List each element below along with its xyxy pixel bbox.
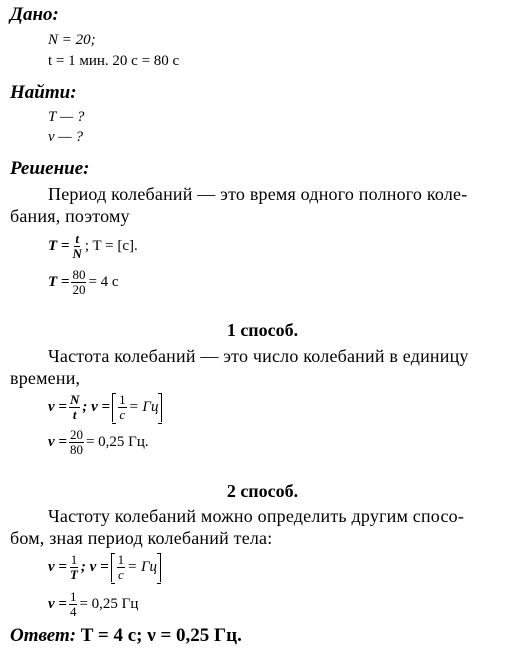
eq-rest: = 0,25 Гц — [79, 596, 139, 612]
given-line-2: t = 1 мин. 20 с = 80 с — [48, 53, 180, 69]
answer-text: T = 4 с; ν = 0,25 Гц. — [80, 625, 242, 646]
solution-heading: Решение: — [10, 158, 90, 179]
fraction-denominator: 4 — [69, 604, 77, 619]
fraction — [71, 232, 82, 261]
method1-eq-1 — [48, 393, 164, 422]
fraction-denominator: c — [117, 567, 124, 582]
eq-rest: = 4 с — [88, 274, 119, 290]
units-bracket — [111, 553, 161, 582]
eq-lhs: ν = — [48, 399, 67, 415]
method1-para-line-2: времени, — [10, 368, 81, 388]
eq-rest: ; T = [c]. — [84, 238, 138, 254]
fraction — [118, 393, 127, 422]
units-rest: = Гц — [127, 559, 158, 575]
solution-para-line-1: Период колебаний — это время одного полного коле- — [48, 184, 468, 204]
eq-lhs: ν = — [48, 559, 67, 575]
method2-para-line-1: Частоту колебаний можно определить другим спосо- — [48, 506, 465, 526]
method2-eq-2 — [48, 590, 138, 619]
units-rest: = Гц — [128, 399, 159, 415]
given-line-1: N = 20; — [48, 32, 96, 48]
fraction-denominator: 20 — [72, 282, 86, 297]
fraction-numerator: t — [75, 231, 79, 246]
eq-mid: ; ν = — [80, 559, 109, 575]
fraction-denominator: 80 — [69, 442, 83, 457]
answer-line — [10, 625, 242, 647]
fraction — [69, 393, 80, 422]
method1-heading: 1 способ. — [226, 320, 299, 340]
fraction-denominator: t — [72, 407, 77, 422]
method2-eq-1 — [48, 553, 163, 582]
eq-mid: ; ν = — [82, 399, 111, 415]
eq-lhs: ν = — [48, 596, 67, 612]
method1-para-line-1: Частота колебаний — это число колебаний в единицу — [48, 346, 469, 366]
fraction-numerator: 80 — [72, 267, 86, 282]
solution-para-line-2: бания, поэтому — [10, 206, 130, 226]
fraction-numerator: 20 — [69, 427, 83, 442]
method2-heading: 2 способ. — [226, 481, 299, 501]
fraction-denominator: N — [72, 246, 82, 261]
eq-lhs: T = — [48, 238, 70, 254]
solution-eq-1 — [48, 232, 138, 261]
fraction-numerator: N — [69, 392, 80, 407]
solution-eq-2 — [48, 268, 119, 297]
fraction-numerator: 1 — [119, 392, 126, 407]
find-line-1: T — ? — [48, 109, 85, 125]
fraction-denominator: T — [69, 567, 78, 582]
method1-eq-2 — [48, 428, 149, 457]
eq-lhs: ν = — [48, 434, 67, 450]
answer-label: Ответ: — [10, 625, 77, 646]
fraction-numerator: 1 — [69, 589, 77, 604]
eq-rest: = 0,25 Гц. — [85, 434, 149, 450]
fraction — [69, 553, 79, 582]
fraction — [69, 590, 78, 619]
fraction — [69, 428, 84, 457]
find-line-2: ν — ? — [48, 129, 83, 145]
fraction-numerator: 1 — [70, 552, 78, 567]
fraction-numerator: 1 — [117, 552, 125, 567]
find-heading: Найти: — [10, 82, 77, 103]
eq-lhs: T = — [48, 274, 70, 290]
given-heading: Дано: — [10, 4, 59, 25]
fraction-denominator: c — [119, 407, 126, 422]
method2-para-line-2: бом, зная период колебаний тела: — [10, 528, 273, 548]
fraction — [117, 553, 126, 582]
units-bracket — [112, 393, 162, 422]
fraction — [71, 268, 86, 297]
